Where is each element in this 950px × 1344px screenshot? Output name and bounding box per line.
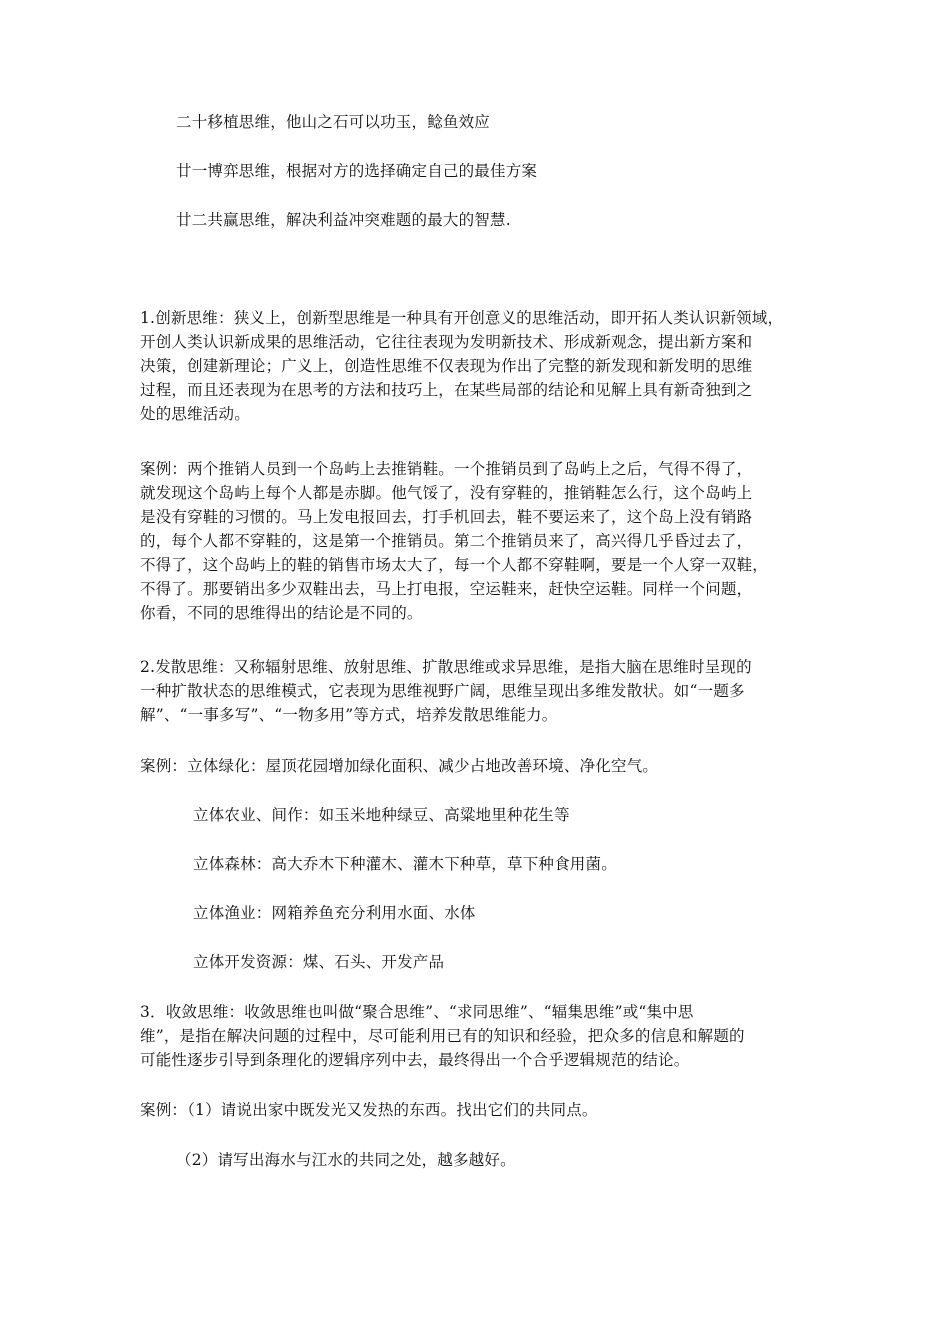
divergent-case-item: 立体开发资源：煤、石头、开发产品	[193, 953, 445, 971]
list-item-twenty-one: 廿一博弈思维，根据对方的选择确定自己的最佳方案	[176, 162, 538, 180]
paragraph-line: 处的思维活动。	[140, 405, 250, 423]
section-divergent-thinking	[140, 655, 830, 727]
paragraph-line: 是没有穿鞋的习惯的。马上发电报回去，打手机回去，鞋不要运来了，这个岛上没有销路	[140, 508, 753, 526]
section-innovative-thinking	[140, 306, 830, 426]
list-item-twenty: 二十移植思维，他山之石可以功玉，鲶鱼效应	[176, 113, 491, 131]
convergent-case-2: （2）请写出海水与江水的共同之处，越多越好。	[176, 1151, 516, 1169]
divergent-case-item: 立体森林：高大乔木下种灌木、灌木下种草，草下种食用菌。	[193, 855, 617, 873]
divergent-case-first: 案例：立体绿化：屋顶花园增加绿化面积、减少占地改善环境、净化空气。	[140, 757, 659, 775]
paragraph-line: 3．收敛思维：收敛思维也叫做“聚合思维”、“求同思维”、“辐集思维”或“集中思	[140, 1003, 694, 1021]
list-item-twenty-two: 廿二共赢思维，解决利益冲突难题的最大的智慧.	[176, 211, 511, 229]
section-innovative-case	[140, 457, 830, 625]
divergent-case-item: 立体渔业：网箱养鱼充分利用水面、水体	[193, 904, 476, 922]
divergent-case-item: 立体农业、间作：如玉米地种绿豆、高粱地里种花生等	[193, 806, 570, 824]
paragraph-line: 1.创新思维：狭义上，创新型思维是一种具有开创意义的思维活动，即开拓人类认识新领域，	[140, 309, 784, 327]
paragraph-line: 一种扩散状态的思维模式，它表现为思维视野广阔，思维呈现出多维发散状。如“一题多	[140, 682, 745, 700]
convergent-case-1: 案例：（1）请说出家中既发光又发热的东西。找出它们的共同点。	[140, 1101, 598, 1119]
paragraph-line: 的，每个人都不穿鞋的，这是第一个推销员。第二个推销员来了，高兴得几乎昏过去了，	[140, 532, 753, 550]
paragraph-line: 开创人类认识新成果的思维活动，它往往表现为发明新技术、形成新观念，提出新方案和	[140, 333, 753, 351]
paragraph-line: 案例：两个推销人员到一个岛屿上去推销鞋。一个推销员到了岛屿上之后，气得不得了，	[140, 460, 753, 478]
paragraph-line: 不得了，这个岛屿上的鞋的销售市场太大了，每一个人都不穿鞋啊，要是一个人穿一双鞋，	[140, 556, 769, 574]
section-convergent-thinking	[140, 1000, 830, 1072]
paragraph-line: 决策，创建新理论；广义上，创造性思维不仅表现为作出了完整的新发现和新发明的思维	[140, 357, 753, 375]
paragraph-line: 维”，是指在解决问题的过程中，尽可能利用已有的知识和经验，把众多的信息和解题的	[140, 1027, 745, 1045]
paragraph-line: 你看，不同的思维得出的结论是不同的。	[140, 604, 423, 622]
paragraph-line: 解”、“一事多写”、“一物多用”等方式，培养发散思维能力。	[140, 706, 558, 724]
paragraph-line: 可能性逐步引导到条理化的逻辑序列中去，最终得出一个合乎逻辑规范的结论。	[140, 1051, 690, 1069]
paragraph-line: 2.发散思维：又称辐射思维、放射思维、扩散思维或求异思维，是指大脑在思维时呈现的	[140, 658, 752, 676]
paragraph-line: 过程，而且还表现为在思考的方法和技巧上，在某些局部的结论和见解上具有新奇独到之	[140, 381, 753, 399]
paragraph-line: 就发现这个岛屿上每个人都是赤脚。他气馁了，没有穿鞋的，推销鞋怎么行，这个岛屿上	[140, 484, 753, 502]
paragraph-line: 不得了。那要销出多少双鞋出去，马上打电报，空运鞋来，赶快空运鞋。同样一个问题，	[140, 580, 753, 598]
